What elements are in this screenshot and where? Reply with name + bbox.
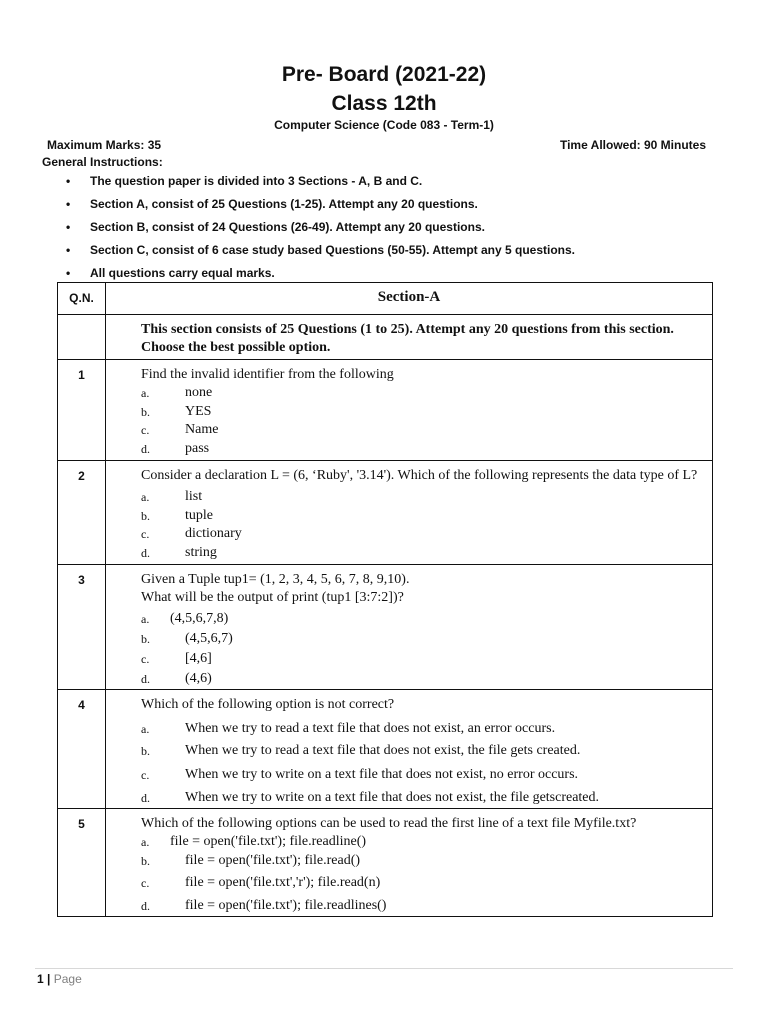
option-letter: b. xyxy=(141,744,150,758)
option-a xyxy=(141,833,700,852)
option-c xyxy=(141,525,700,544)
option-d xyxy=(141,544,700,563)
option-letter: b. xyxy=(141,632,150,646)
option-text: When we try to read a text file that does not exist, the file gets created. xyxy=(185,743,581,758)
qn-header: Q.N. xyxy=(58,283,106,315)
bullet-icon: • xyxy=(66,174,71,188)
section-title: Section-A xyxy=(106,283,713,315)
instruction-item xyxy=(62,220,575,243)
option-letter: d. xyxy=(141,791,150,805)
option-b xyxy=(141,852,700,874)
option-letter: a. xyxy=(141,835,150,849)
option-c xyxy=(141,766,700,789)
question-body xyxy=(106,360,713,461)
question-number: 5 xyxy=(58,809,106,917)
option-a xyxy=(141,720,700,742)
option-text: When we try to write on a text file that does not exist, the file getscreated. xyxy=(185,790,600,805)
time-allowed: Time Allowed: 90 Minutes xyxy=(559,138,706,152)
option-letter: b. xyxy=(141,854,150,868)
bullet-icon: • xyxy=(66,197,71,211)
option-letter: c. xyxy=(141,876,150,890)
option-c xyxy=(141,650,700,670)
option-b xyxy=(141,507,700,526)
instruction-item xyxy=(62,243,575,266)
option-letter: c. xyxy=(141,652,150,666)
question-text: Given a Tuple tup1= (1, 2, 3, 4, 5, 6, 7, 8, 9,10). xyxy=(141,572,410,587)
question-body xyxy=(106,565,713,690)
option-text: file = open('file.txt','r'); file.read(n) xyxy=(185,875,381,890)
option-letter: a. xyxy=(141,722,150,736)
bullet-icon: • xyxy=(66,243,71,257)
option-text: list xyxy=(185,489,203,504)
option-text: file = open('file.txt'); file.read() xyxy=(185,853,361,868)
paper-title: Pre- Board (2021-22) xyxy=(281,63,487,86)
instruction-text: Section C, consist of 6 case study based Questions (50-55). Attempt any 5 questions. xyxy=(90,243,576,257)
footer-divider xyxy=(35,968,733,969)
option-a xyxy=(141,488,700,507)
option-text: dictionary xyxy=(185,526,242,541)
option-text: (4,5,6,7) xyxy=(185,631,233,646)
instructions-heading: General Instructions: xyxy=(42,155,163,169)
question-body xyxy=(106,461,713,565)
option-text: When we try to read a text file that does not exist, an error occurs. xyxy=(185,721,556,736)
option-text: file = open('file.txt'); file.readlines() xyxy=(185,898,387,913)
option-a xyxy=(141,384,700,403)
page-footer xyxy=(37,972,82,986)
option-text: (4,6) xyxy=(185,671,212,686)
instruction-text: The question paper is divided into 3 Sections - A, B and C. xyxy=(90,174,423,188)
option-text: Name xyxy=(185,422,219,437)
option-letter: d. xyxy=(141,899,150,913)
option-text: none xyxy=(185,385,213,400)
class-title: Class 12th xyxy=(331,92,437,115)
question-body xyxy=(106,690,713,809)
instruction-text: All questions carry equal marks. xyxy=(90,266,275,280)
instruction-item xyxy=(62,197,575,220)
maximum-marks: Maximum Marks: 35 xyxy=(47,138,162,152)
option-b xyxy=(141,630,700,650)
bullet-icon: • xyxy=(66,220,71,234)
option-text: [4,6] xyxy=(185,651,212,666)
option-text: file = open('file.txt'); file.readline() xyxy=(170,834,367,849)
instructions-list xyxy=(62,174,575,289)
question-row xyxy=(58,690,713,809)
page-label: Page xyxy=(53,972,82,986)
question-body xyxy=(106,809,713,917)
option-c xyxy=(141,421,700,440)
bullet-icon: • xyxy=(66,266,71,280)
question-text: What will be the output of print (tup1 [3:7:2])? xyxy=(141,590,404,605)
instruction-item xyxy=(62,174,575,197)
option-letter: d. xyxy=(141,545,150,560)
question-number: 1 xyxy=(58,360,106,461)
option-b xyxy=(141,403,700,422)
question-row xyxy=(58,809,713,917)
option-d xyxy=(141,897,700,914)
question-text: Consider a declaration L = (6, ‘Ruby', '3.14'). Which of the following represents the data type of L? xyxy=(141,468,698,483)
option-letter: b. xyxy=(141,508,150,523)
option-letter: a. xyxy=(141,386,150,400)
question-text: Find the invalid identifier from the following xyxy=(141,367,394,382)
question-number: 4 xyxy=(58,690,106,809)
page-number: 1 xyxy=(37,972,44,986)
question-number: 2 xyxy=(58,461,106,565)
option-text: pass xyxy=(185,440,210,456)
option-text: YES xyxy=(185,403,212,419)
question-row xyxy=(58,461,713,565)
option-letter: c. xyxy=(141,768,150,782)
option-d xyxy=(141,670,700,687)
option-letter: b. xyxy=(141,404,150,419)
option-b xyxy=(141,742,700,766)
instruction-text: Section B, consist of 24 Questions (26-49). Attempt any 20 questions. xyxy=(90,220,485,234)
instruction-text: Section A, consist of 25 Questions (1-25). Attempt any 20 questions. xyxy=(90,197,478,211)
section-note-row xyxy=(58,315,713,360)
question-row xyxy=(58,565,713,690)
option-a xyxy=(141,610,700,630)
option-letter: d. xyxy=(141,441,150,456)
option-d xyxy=(141,440,700,459)
option-c xyxy=(141,874,700,897)
option-letter: a. xyxy=(141,612,150,626)
question-table xyxy=(57,282,713,917)
option-letter: c. xyxy=(141,423,150,437)
option-text: tuple xyxy=(185,507,213,523)
question-number: 3 xyxy=(58,565,106,690)
option-letter: d. xyxy=(141,672,150,686)
empty-cell xyxy=(58,315,106,360)
table-header-row xyxy=(58,283,713,315)
question-text: Which of the following options can be used to read the first line of a text file Myfile.txt? xyxy=(141,816,637,831)
option-letter: c. xyxy=(141,527,150,541)
question-text: Which of the following option is not correct? xyxy=(141,697,395,712)
question-row xyxy=(58,360,713,461)
subject-line: Computer Science (Code 083 - Term-1) xyxy=(274,118,494,132)
option-d xyxy=(141,789,700,806)
option-text: When we try to write on a text file that does not exist, no error occurs. xyxy=(185,767,579,782)
option-text: (4,5,6,7,8) xyxy=(170,611,229,626)
option-letter: a. xyxy=(141,490,150,504)
section-note: This section consists of 25 Questions (1 to 25). Attempt any 20 questions from this section. Choose the best possible option. xyxy=(106,315,713,360)
footer-separator: | xyxy=(47,972,51,986)
option-text: string xyxy=(185,544,217,560)
